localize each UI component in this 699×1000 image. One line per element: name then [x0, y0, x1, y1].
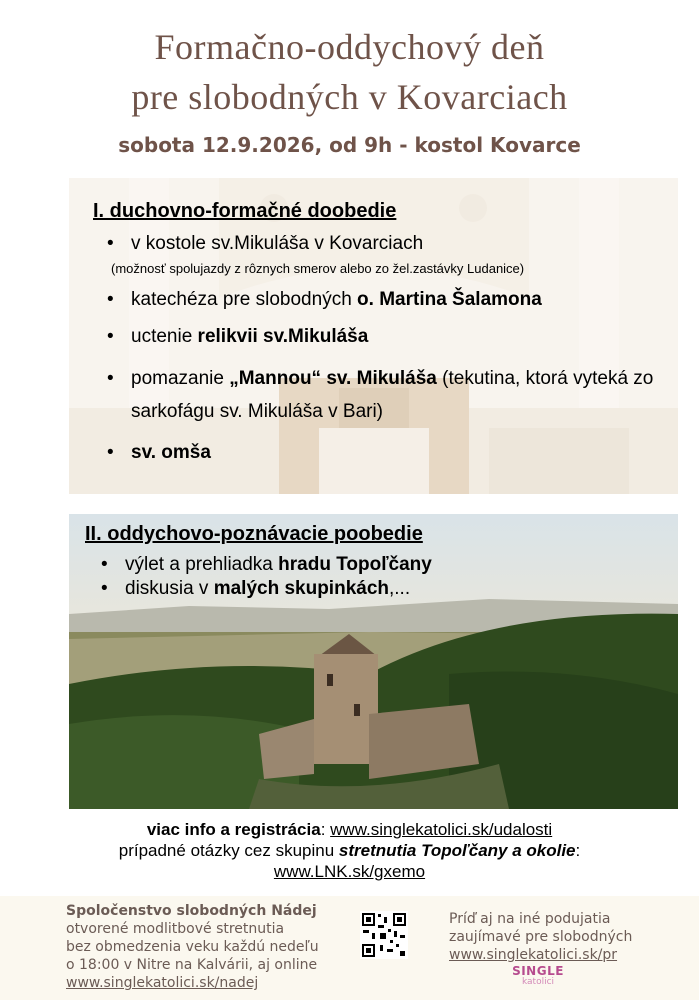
registration-info: viac info a registrácia: www.singlekatolici.sk/udalosti	[146, 820, 553, 839]
community-name: Spoločenstvo slobodných Nádej	[66, 903, 317, 919]
group-link[interactable]: www.LNK.sk/gxemo	[273, 862, 426, 881]
morning-section	[69, 178, 678, 494]
list-item: • uctenie relikvii sv.Mikuláša	[107, 326, 369, 347]
list-item: • sv. omša	[107, 442, 211, 463]
afternoon-heading: II. oddychovo-poznávacie poobedie	[85, 523, 423, 545]
list-item: • katechéza pre slobodných o. Martina Šalamona	[107, 289, 542, 310]
community-link[interactable]: www.singlekatolici.sk/nadej	[66, 975, 259, 991]
morning-list	[107, 232, 667, 478]
other-events-link[interactable]: www.singlekatolici.sk/pr	[449, 947, 618, 963]
morning-heading: I. duchovno-formačné doobedie	[93, 200, 397, 222]
list-item: • pomazanie „Mannou“ sv. Mikuláša (tekutina, ktorá vyteká zo sarkofágu sv. Mikuláša v Bari)	[107, 368, 654, 422]
other-events-info: Príď aj na iné podujatia zaujímavé pre slobodných www.singlekatolici.sk/pr	[449, 910, 689, 964]
community-info: Spoločenstvo slobodných Nádej otvorené modlitbové stretnutia bez obmedzenia veku každú nedeľu o 18:00 v Nitre na Kalvárii, aj online www.singlekatolici.sk/nadej	[66, 902, 356, 992]
registration-link[interactable]: www.singlekatolici.sk/udalosti	[330, 820, 553, 839]
group-info	[0, 862, 699, 882]
list-item: • diskusia v malých skupinkách,...	[101, 578, 411, 599]
page-title-line2: pre slobodných v Kovarciach	[131, 77, 568, 117]
page-title-line1: Formačno-oddychový deň	[154, 27, 545, 67]
qr-code-icon	[360, 911, 408, 959]
list-item-note: (možnosť spolujazdy z rôznych smerov alebo zo žel.zastávky Ludanice)	[111, 261, 525, 276]
footer	[0, 896, 699, 1000]
afternoon-section	[69, 514, 678, 809]
single-katolici-logo: SINGLE katolici	[512, 964, 564, 987]
questions-info: prípadné otázky cez skupinu stretnutia Topoľčany a okolie:	[118, 841, 581, 860]
list-item: • v kostole sv.Mikuláša v Kovarciach	[107, 233, 424, 254]
event-date-location: sobota 12.9.2026, od 9h - kostol Kovarce	[118, 133, 581, 157]
afternoon-list	[101, 553, 661, 601]
list-item: • výlet a prehliadka hradu Topoľčany	[101, 554, 432, 575]
